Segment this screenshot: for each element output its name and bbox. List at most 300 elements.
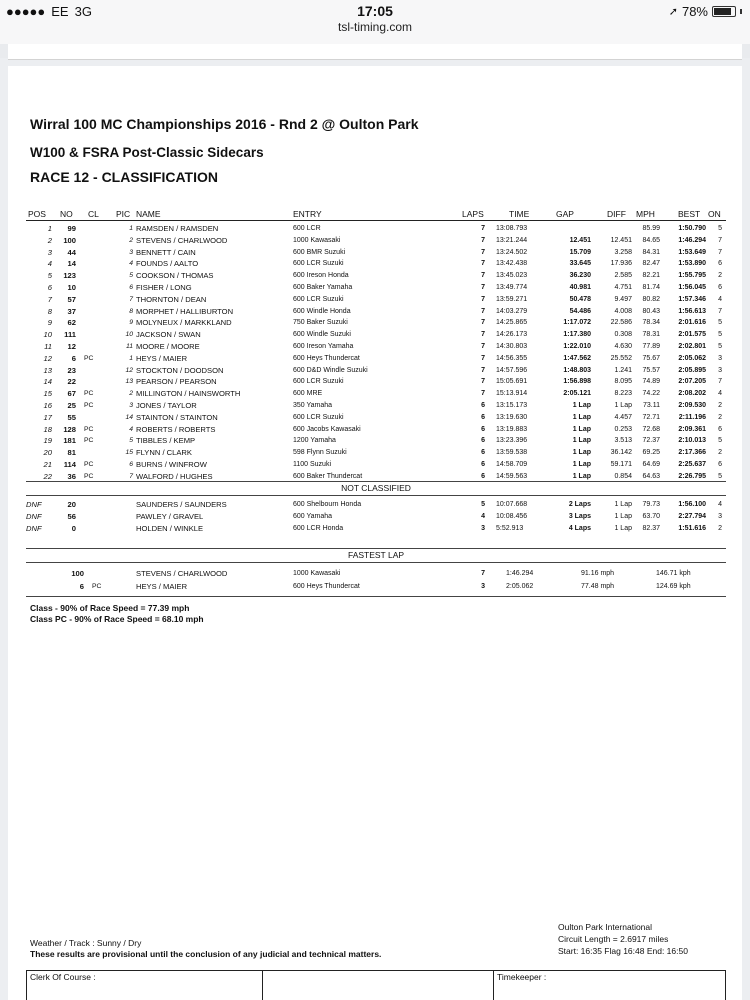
race-time: 15:05.691 (496, 378, 528, 386)
position-in-class: 2 (129, 236, 133, 244)
result-row (26, 412, 726, 424)
fastest-lap-row (26, 581, 726, 593)
position-in-class: 13 (125, 378, 133, 386)
gap: 2:05.121 (563, 390, 591, 398)
laps: 7 (481, 319, 485, 327)
position: 13 (43, 365, 52, 375)
result-row (26, 258, 726, 270)
laps: 5 (481, 501, 485, 508)
gap: 2 Laps (568, 501, 591, 508)
gap: 50.478 (569, 295, 591, 303)
status-bar (0, 0, 750, 44)
col-entry: ENTRY (293, 209, 322, 219)
diff: 2.585 (614, 272, 632, 280)
gap: 3 Laps (568, 513, 591, 520)
race-number: 100 (71, 569, 84, 578)
race-time: 10:08.456 (496, 513, 528, 520)
best-lap: 2:10.013 (678, 437, 706, 445)
race-number: 99 (67, 224, 76, 233)
laps: 6 (481, 437, 485, 445)
position-in-class: 2 (129, 390, 133, 398)
class-code: PC (84, 354, 94, 362)
race-time: 13:24.502 (496, 248, 528, 256)
position: 14 (43, 377, 52, 387)
laps: 4 (481, 513, 485, 520)
machine-entry: 1000 Kawasaki (293, 570, 341, 577)
diff: 1 Lap (614, 501, 632, 508)
best-on-lap: 6 (718, 284, 722, 291)
best-lap: 1:57.346 (678, 295, 706, 303)
race-time: 13:59.538 (496, 449, 528, 457)
previous-page-edge (8, 44, 742, 60)
divider (26, 596, 726, 597)
crew-names: ROBERTS / ROBERTS (136, 424, 216, 434)
race-time: 13:19.630 (496, 413, 528, 421)
result-row (26, 270, 726, 282)
diff: 0.308 (614, 331, 632, 339)
machine-entry: 600 Heys Thundercat (293, 583, 360, 590)
race-time: 14:58.709 (496, 461, 528, 468)
result-row (26, 353, 726, 365)
event-title: Wirral 100 MC Championships 2016 - Rnd 2 @ Oulton Park (30, 116, 419, 132)
col-no: NO (60, 209, 73, 219)
position: 9 (47, 318, 52, 328)
race-number: 6 (79, 582, 84, 591)
race-conditions (30, 938, 381, 960)
laps: 7 (481, 248, 485, 256)
race-number: 0 (71, 524, 76, 533)
gap: 1 Lap (572, 449, 591, 457)
best-on-lap: 4 (718, 295, 722, 303)
race-number: 37 (67, 306, 76, 316)
position: 22 (43, 471, 52, 481)
lap-number: 7 (481, 570, 485, 577)
average-speed: 84.65 (642, 236, 660, 244)
carrier-name: EE (51, 4, 69, 19)
diff: 4.457 (614, 413, 632, 421)
diff: 0.854 (614, 472, 632, 480)
diff: 4.008 (614, 307, 632, 315)
position: 1 (47, 224, 52, 233)
result-row (26, 365, 726, 377)
best-lap: 2:01.616 (678, 319, 706, 327)
average-speed: 78.31 (642, 331, 660, 339)
average-speed: 69.25 (642, 449, 660, 457)
average-speed: 63.70 (642, 513, 660, 520)
machine-entry: 600 BMR Suzuki (293, 248, 346, 256)
machine-entry: 600 LCR Honda (293, 525, 344, 532)
gap: 1:56.898 (563, 378, 591, 386)
gap: 1 Lap (572, 402, 591, 409)
class-code: PC (92, 583, 102, 590)
result-row (26, 447, 726, 459)
best-on-lap: 7 (718, 236, 722, 244)
crew-names: STEVENS / CHARLWOOD (136, 569, 228, 578)
race-number: 114 (63, 460, 76, 469)
best-lap: 1:55.795 (678, 272, 706, 280)
result-row (26, 294, 726, 306)
machine-entry: 600 Ireson Honda (293, 272, 349, 280)
result-row (26, 306, 726, 318)
position-in-class: 14 (125, 413, 133, 421)
machine-entry: 600 Heys Thundercat (293, 354, 360, 362)
average-speed: 79.73 (642, 501, 660, 508)
gap: 4 Laps (568, 525, 591, 532)
race-time: 10:07.668 (496, 501, 528, 508)
best-on-lap: 5 (718, 331, 722, 339)
position: 12 (43, 353, 52, 363)
laps: 7 (481, 366, 485, 374)
machine-entry: 600 Jacobs Kawasaki (293, 425, 361, 433)
position: 15 (43, 389, 52, 399)
result-row (26, 282, 726, 294)
best-on-lap: 5 (718, 472, 722, 480)
col-cl: CL (88, 209, 99, 219)
position-in-class: 11 (125, 343, 133, 350)
best-on-lap: 6 (718, 425, 722, 433)
dnf-row (26, 511, 726, 523)
best-on-lap: 3 (718, 366, 722, 374)
network-type: 3G (74, 4, 92, 19)
result-row (26, 400, 726, 412)
divider (26, 548, 726, 549)
diff: 22.586 (610, 319, 632, 327)
average-speed: 75.57 (642, 366, 660, 374)
race-times: Start: 16:35 Flag 16:48 End: 16:50 (558, 946, 688, 956)
position: 19 (43, 436, 52, 446)
best-lap: 2:09.530 (678, 402, 706, 409)
crew-names: MOORE / MOORE (136, 342, 200, 351)
col-laps: LAPS (462, 209, 484, 219)
gap: 1:22.010 (563, 343, 591, 350)
position: 11 (44, 342, 52, 351)
position-in-class: 3 (129, 248, 133, 256)
fastest-lap-row (26, 568, 726, 580)
crew-names: STEVENS / CHARLWOOD (136, 235, 228, 245)
average-speed: 82.47 (642, 260, 660, 268)
best-on-lap: 7 (718, 248, 722, 256)
result-row (26, 388, 726, 400)
diff: 1 Lap (614, 402, 632, 409)
laps: 7 (481, 307, 485, 315)
best-lap: 1:46.294 (678, 236, 706, 244)
gap: 1:17.380 (563, 331, 591, 339)
position: 21 (43, 460, 52, 469)
class-code: PC (84, 402, 94, 409)
diff: 3.513 (614, 437, 632, 445)
average-speed: 84.31 (642, 248, 660, 256)
lap-time: 2:05.062 (506, 583, 534, 590)
class-code: PC (84, 437, 94, 445)
best-lap: 1:50.790 (678, 225, 706, 232)
position-in-class: 12 (125, 366, 133, 374)
divider (26, 495, 726, 496)
average-speed: 80.43 (642, 307, 660, 315)
class-code: PC (84, 425, 94, 433)
timekeeper-box (493, 971, 726, 1000)
crew-names: MORPHET / HALLIBURTON (136, 306, 234, 316)
best-on-lap: 2 (718, 449, 722, 457)
best-on-lap: 5 (718, 319, 722, 327)
result-row (26, 459, 726, 471)
laps: 6 (481, 461, 485, 468)
average-speed: 85.99 (642, 225, 660, 232)
not-classified-heading: NOT CLASSIFIED (341, 483, 411, 493)
machine-entry: 600 LCR Suzuki (293, 378, 344, 386)
race-number: 81 (67, 448, 76, 458)
diff: 4.751 (614, 284, 632, 291)
position: 20 (43, 448, 52, 458)
average-speed: 75.67 (642, 354, 660, 362)
position-in-class: 15 (125, 449, 133, 457)
location-arrow-icon: ➚ (668, 6, 678, 18)
result-row (26, 424, 726, 436)
best-lap: 2:05.895 (678, 366, 706, 374)
gap: 1:48.803 (563, 366, 591, 374)
crew-names: PEARSON / PEARSON (136, 377, 217, 387)
best-on-lap: 5 (718, 343, 722, 350)
dnf-row (26, 523, 726, 535)
best-on-lap: 6 (718, 461, 722, 468)
position: 17 (43, 412, 52, 422)
col-best: BEST (678, 209, 701, 219)
laps: 3 (481, 525, 485, 532)
position: 3 (47, 247, 52, 257)
machine-entry: 600 LCR (293, 225, 321, 232)
gap: 15.709 (569, 248, 591, 256)
best-on-lap: 5 (718, 437, 722, 445)
best-on-lap: 4 (718, 390, 722, 398)
crew-names: WALFORD / HUGHES (136, 471, 213, 481)
fastest-lap-heading: FASTEST LAP (347, 550, 405, 560)
lap-number: 3 (481, 583, 485, 590)
race-time: 14:03.279 (496, 307, 528, 315)
machine-entry: 1200 Yamaha (293, 437, 336, 445)
result-row (26, 329, 726, 341)
best-on-lap: 3 (718, 513, 722, 520)
best-lap: 1:53.649 (678, 248, 706, 256)
col-gap: GAP (556, 209, 574, 219)
laps: 6 (481, 402, 485, 409)
gap: 54.486 (569, 307, 591, 315)
position: 16 (43, 401, 52, 410)
position-in-class: 10 (125, 331, 133, 339)
result-row (26, 247, 726, 259)
laps: 6 (481, 413, 485, 421)
crew-names: HEYS / MAIER (136, 582, 188, 591)
circuit-info (558, 921, 688, 957)
crew-names: FISHER / LONG (136, 283, 192, 292)
machine-entry: 1000 Kawasaki (293, 236, 341, 244)
position-in-class: 6 (129, 461, 133, 468)
position-in-class: 1 (129, 354, 133, 362)
race-number: 6 (71, 353, 76, 363)
best-on-lap: 7 (718, 378, 722, 386)
race-number: 67 (67, 389, 76, 399)
dnf-row (26, 499, 726, 511)
race-time: 13:15.173 (496, 402, 528, 409)
gap: 1 Lap (572, 461, 591, 468)
lap-time: 1:46.294 (506, 570, 534, 577)
machine-entry: 600 Yamaha (293, 513, 333, 520)
weather-track: Weather / Track : Sunny / Dry (30, 938, 142, 948)
best-on-lap: 2 (718, 402, 722, 409)
average-speed: 64.69 (642, 461, 660, 468)
results-table-header (26, 207, 726, 221)
crew-names: TIBBLES / KEMP (136, 436, 196, 446)
crew-names: PAWLEY / GRAVEL (136, 512, 204, 521)
result-row (26, 341, 726, 353)
best-lap: 2:08.202 (678, 390, 706, 398)
race-time: 14:59.563 (496, 472, 528, 480)
average-speed: 73.11 (643, 402, 660, 409)
race-time: 13:08.793 (496, 225, 528, 232)
col-on: ON (708, 209, 721, 219)
class-code: PC (84, 390, 94, 398)
gap: 40.981 (569, 284, 591, 291)
position-in-class: 5 (129, 437, 133, 445)
best-lap: 2:27.794 (678, 513, 706, 520)
race-time: 14:56.355 (496, 354, 528, 362)
diff: 36.142 (610, 449, 632, 457)
best-on-lap: 2 (718, 413, 722, 421)
laps: 7 (481, 390, 485, 398)
lap-speed-kph: 124.69 kph (656, 583, 691, 590)
laps: 7 (481, 343, 485, 350)
race-number: 56 (67, 512, 76, 521)
average-speed: 72.68 (642, 425, 660, 433)
status-right (669, 4, 742, 19)
average-speed: 81.74 (642, 284, 660, 291)
gap: 1 Lap (572, 425, 591, 433)
average-speed: 80.82 (642, 295, 660, 303)
race-number: 14 (67, 259, 76, 269)
best-lap: 2:26.795 (678, 472, 706, 480)
best-lap: 2:11.196 (678, 413, 706, 421)
laps: 7 (481, 284, 485, 291)
race-number: 20 (67, 500, 76, 509)
average-speed: 74.89 (642, 378, 660, 386)
gap: 1 Lap (572, 437, 591, 445)
diff: 25.552 (610, 354, 632, 362)
position-in-class: 9 (129, 319, 133, 327)
signal-strength-icon: ●●●●● (6, 4, 46, 19)
lap-speed-kph: 146.71 kph (656, 570, 691, 577)
position: 2 (47, 235, 52, 245)
crew-names: COOKSON / THOMAS (136, 271, 214, 281)
diff: 17.936 (610, 260, 632, 268)
best-lap: 2:01.575 (678, 331, 706, 339)
position: 6 (47, 283, 52, 292)
best-lap: 2:25.637 (678, 461, 706, 468)
result-row (26, 317, 726, 329)
position: DNF (26, 512, 42, 521)
best-on-lap: 2 (718, 272, 722, 280)
diff: 59.171 (610, 461, 632, 468)
best-on-lap: 6 (718, 260, 722, 268)
col-mph: MPH (636, 209, 655, 219)
diff: 9.497 (614, 295, 632, 303)
average-speed: 82.37 (642, 525, 660, 532)
gap: 1 Lap (572, 472, 591, 480)
best-on-lap: 3 (718, 354, 722, 362)
best-on-lap: 2 (718, 525, 722, 532)
result-row (26, 435, 726, 447)
position: DNF (26, 500, 42, 509)
race-number: 12 (67, 342, 76, 351)
race-time: 14:57.596 (496, 366, 528, 374)
crew-names: JACKSON / SWAN (136, 330, 201, 340)
clerk-of-course-box (26, 971, 263, 1000)
race-time: 14:25.865 (496, 319, 528, 327)
machine-entry: 600 LCR Suzuki (293, 413, 344, 421)
col-time: TIME (509, 209, 530, 219)
best-lap: 1:56.045 (678, 284, 706, 291)
diff: 12.451 (610, 236, 632, 244)
race-title: RACE 12 - CLASSIFICATION (30, 169, 218, 185)
position: 7 (47, 294, 52, 304)
address-bar-url[interactable]: tsl-timing.com (337, 20, 412, 34)
position-in-class: 6 (129, 284, 133, 291)
race-number: 44 (67, 247, 76, 257)
machine-entry: 600 MRE (293, 390, 323, 398)
laps: 7 (481, 260, 485, 268)
position: 5 (47, 271, 52, 281)
crew-names: BURNS / WINFROW (136, 460, 207, 469)
race-number: 25 (67, 401, 76, 410)
crew-names: MILLINGTON / HAINSWORTH (136, 389, 241, 399)
machine-entry: 350 Yamaha (293, 402, 333, 409)
best-on-lap: 4 (718, 501, 722, 508)
race-time: 14:26.173 (496, 331, 528, 339)
race-time: 5:52.913 (496, 525, 524, 532)
battery-tip (740, 9, 742, 14)
gap: 12.451 (569, 236, 591, 244)
race-number: 100 (63, 235, 76, 245)
diff: 8.223 (614, 390, 632, 398)
class-pc-speed-note: Class PC - 90% of Race Speed = 68.10 mph (30, 614, 204, 624)
clerk-label: Clerk Of Course : (30, 972, 96, 982)
race-time: 13:59.271 (496, 295, 528, 303)
race-number: 22 (67, 377, 76, 387)
race-number: 36 (67, 471, 76, 481)
position: DNF (26, 524, 42, 533)
crew-names: BENNETT / CAIN (136, 247, 196, 257)
result-row (26, 223, 726, 235)
position-in-class: 3 (129, 402, 133, 409)
laps: 6 (481, 472, 485, 480)
best-lap: 2:17.366 (678, 449, 706, 457)
race-number: 55 (67, 412, 76, 422)
lap-speed-mph: 91.16 mph (581, 570, 615, 577)
average-speed: 74.22 (642, 390, 660, 398)
class-title: W100 & FSRA Post-Classic Sidecars (30, 145, 264, 160)
laps: 7 (481, 378, 485, 386)
best-on-lap: 5 (718, 225, 722, 232)
laps: 7 (481, 225, 485, 232)
position-in-class: 1 (129, 225, 133, 232)
race-time: 13:21.244 (496, 236, 528, 244)
circuit-length: Circuit Length = 2.6917 miles (558, 934, 669, 944)
best-lap: 2:07.205 (678, 378, 706, 386)
class-speed-note: Class - 90% of Race Speed = 77.39 mph (30, 603, 190, 613)
crew-names: MOLYNEUX / MARKKLAND (136, 318, 232, 328)
col-name: NAME (136, 209, 161, 219)
position: 8 (47, 306, 52, 316)
machine-entry: 600 D&D Windle Suzuki (293, 366, 368, 374)
gap: 1 Lap (572, 413, 591, 421)
best-lap: 1:56.100 (678, 501, 706, 508)
